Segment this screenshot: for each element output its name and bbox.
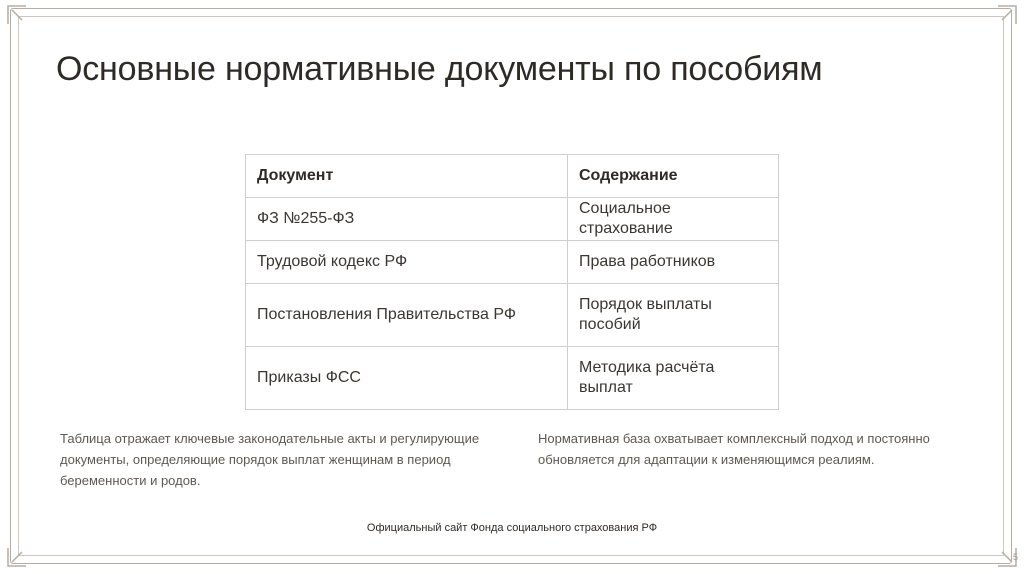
column-header-document: Документ	[246, 155, 568, 198]
source-caption: Официальный сайт Фонда социального страхования РФ	[366, 522, 658, 534]
table-cell-document: Приказы ФСС	[246, 347, 568, 410]
table-row	[246, 241, 779, 284]
table-cell-content: Социальное страхование	[568, 198, 779, 241]
table-row	[246, 284, 779, 347]
page-number: 5	[1012, 552, 1018, 562]
table-row	[246, 198, 779, 241]
table-cell-content: Права работников	[568, 241, 779, 284]
table-row	[246, 347, 779, 410]
table-cell-document: Трудовой кодекс РФ	[246, 241, 568, 284]
corner-ornament-icon	[6, 4, 28, 26]
table-header-row	[246, 155, 779, 198]
documents-table	[245, 154, 779, 410]
table-cell-document: ФЗ №255-ФЗ	[246, 198, 568, 241]
column-header-content: Содержание	[568, 155, 779, 198]
table-cell-content: Порядок выплаты пособий	[568, 284, 779, 347]
slide-title: Основные нормативные документы по пособиям	[56, 50, 823, 88]
corner-ornament-icon	[6, 546, 28, 568]
note-left: Таблица отражает ключевые законодательные акты и регулирующие документы, определяющие порядок выплат женщинам в период беременности и родов.	[60, 431, 480, 488]
corner-ornament-icon	[996, 4, 1018, 26]
table-cell-content: Методика расчёта выплат	[568, 347, 779, 410]
note-right: Нормативная база охватывает комплексный подход и постоянно обновляется для адаптации к изменяющимся реалиям.	[538, 431, 930, 467]
table-cell-document: Постановления Правительства РФ	[246, 284, 568, 347]
